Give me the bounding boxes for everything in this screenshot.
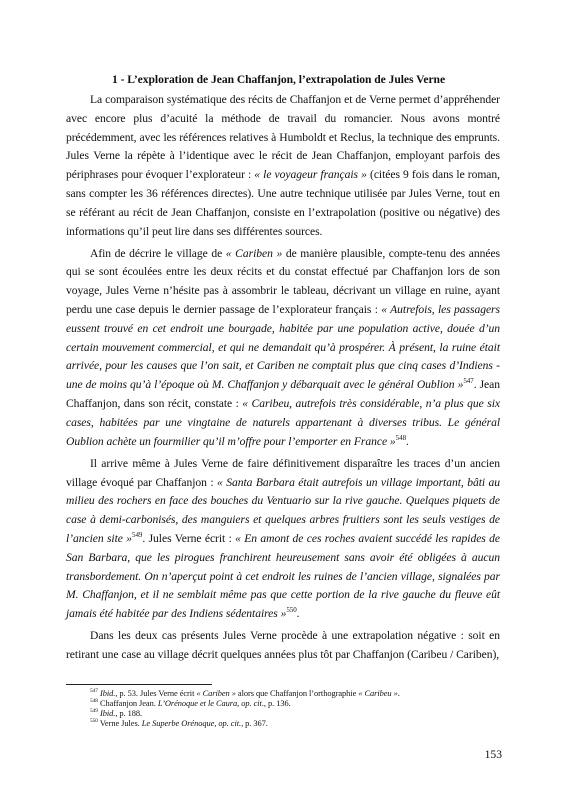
text-run: . bbox=[296, 607, 300, 621]
text-run: , bbox=[237, 699, 242, 709]
footnote-number: 549 bbox=[90, 708, 98, 715]
main-text bbox=[66, 71, 500, 668]
quote: « En amont de ces roches avaient succédé les rapides de San Barbara, que les pirogues franchirent heureusement sans avoir été obligées à aucun transbordement. On n’aperçut point à cet endroit les ruines de l’ancien village, signalées par M. Chaffanjon, et il ne semblait même pas que cette portion de la rive gauche du fleuve eût jamais été habitée par des Indiens sédentaires » bbox=[66, 531, 500, 621]
text-run: . bbox=[397, 689, 400, 698]
footnote-550 bbox=[66, 719, 500, 729]
footnote-number: 550 bbox=[90, 718, 98, 725]
text-run: Chaffanjon Jean. bbox=[99, 699, 158, 709]
footnote-ref-549[interactable]: 549 bbox=[132, 531, 143, 540]
text-run: , p. 136. bbox=[263, 699, 291, 709]
page-number: 153 bbox=[484, 748, 502, 761]
paragraph-2 bbox=[66, 245, 500, 452]
text-run: (citées 9 fois dans le roman, sans compter les 36 références directes). Une autre technique utilisée par Jules Verne, tout en se référant au récit de Jean Chaffanjon, consiste en l’extrapolation (positive ou négative) des informations qu’il peut lire dans ses différentes sources. bbox=[66, 168, 501, 238]
footnote-number: 547 bbox=[90, 688, 98, 695]
text-run: Il arrive même à Jules Verne de faire définitivement disparaître les traces d’un ancien village évoqué par Chaffanjon : bbox=[66, 456, 500, 489]
text-run: La comparaison systématique des récits de Chaffanjon et de Verne permet d’appréhender avec encore plus d’acuité la méthode de travail du romancier. Nous avons montré précédemment, avec les références relatives à Humboldt et Reclus, la technique des emprunts. Jules Verne la répète à l’identique avec le récit de Jean Chaffanjon, employant parfois des périphrases pour évoquer l’explorateur : bbox=[66, 93, 500, 182]
footnote-549 bbox=[66, 709, 500, 719]
text-run: de manière plausible, compte-tenu des années qui se sont écoulées entre les deux récits et du constat effectué par Chaffanjon lors de son voyage, Jules Verne n’hésite pas à assombrir le tableau, décrivant un village en ruine, ayant perdu une case depuis le dernier passage de l’explorateur français : bbox=[66, 246, 500, 317]
text-run: Afin de décrire le village de bbox=[90, 246, 226, 260]
paragraph-4 bbox=[66, 627, 500, 665]
text-run: , p. 188. bbox=[115, 709, 143, 719]
quote: « Autrefois, les passagers eussent trouvé en cet endroit une bourgade, habitée par une population active, douée d’un certain mouvement commercial, et qui ne demandait qu’à prospérer. À présent, la ruine était arrivée, pour les causes que l’on sait, et Cariben ne comptait plus que cinq cases d’Indiens - une de moins qu’à l’époque où M. Chaffanjon y débarquait avec le général Oublion » bbox=[66, 303, 500, 392]
section-heading: 1 - L’exploration de Jean Chaffanjon, l’extrapolation de Jules Verne bbox=[112, 73, 446, 86]
footnote-divider bbox=[66, 684, 212, 685]
footnote-548 bbox=[66, 699, 500, 709]
footnote-547 bbox=[66, 689, 500, 699]
quote: « le voyageur français » bbox=[254, 168, 367, 182]
quote: « Santa Barbara était autrefois un village important, bâti au milieu des rochers en face des bouches du Ventuario sur la rive gauche. Quelques piquets de case à demi-carbonisés, des manguiers et quelques arbres fruitiers sont les seuls vestiges de l’ancien site » bbox=[66, 475, 501, 545]
footnote-ref-547[interactable]: 547 bbox=[463, 377, 474, 386]
text-run: « Cariben » bbox=[196, 689, 236, 698]
footnote-ref-548[interactable]: 548 bbox=[395, 433, 407, 442]
text-run: Ibid. bbox=[99, 689, 116, 698]
text-run: , p. 367. bbox=[241, 719, 268, 729]
paragraph-1 bbox=[66, 91, 500, 241]
text-run: . bbox=[406, 434, 409, 448]
text-run: Dans les deux cas présents Jules Verne procède à une extrapolation négative : soit en retirant une case au village décrit quelques années plus tôt par Chaffanjon (Caribeu / Cariben), bbox=[66, 629, 500, 661]
text-run: op. cit. bbox=[241, 699, 264, 709]
text-run: Verne Jules. bbox=[99, 719, 142, 729]
text-run: op. cit. bbox=[218, 719, 242, 729]
paragraph-3 bbox=[66, 455, 500, 624]
footnote-number: 548 bbox=[90, 698, 98, 705]
text-run: , bbox=[214, 719, 219, 729]
text-run: , p. 53. Jules Verne écrit bbox=[115, 689, 197, 698]
footnote-ref-550[interactable]: 550 bbox=[286, 606, 297, 615]
footnotes bbox=[66, 689, 500, 729]
text-run: . Jules Verne écrit : bbox=[142, 531, 236, 545]
text-run: Le Superbe Orénoque bbox=[141, 719, 215, 729]
quote: « Cariben » bbox=[225, 246, 283, 260]
text-run: L’Orénoque et le Caura bbox=[157, 699, 238, 709]
text-run: « Caribeu » bbox=[358, 689, 398, 698]
quote: « Caribeu, autrefois très considérable, n’a plus que six cases, habitées par une vingtaine de naturels appartenant à diverses tribus. Le général Oublion achète un fourmilier qu’il m’offre pour l’emporter en France » bbox=[66, 397, 500, 448]
text-run: Ibid. bbox=[99, 709, 116, 719]
text-run: . Jean Chaffanjon, dans son récit, constate : bbox=[66, 378, 500, 411]
text-run: alors que Chaffanjon l’orthographie bbox=[235, 689, 359, 698]
